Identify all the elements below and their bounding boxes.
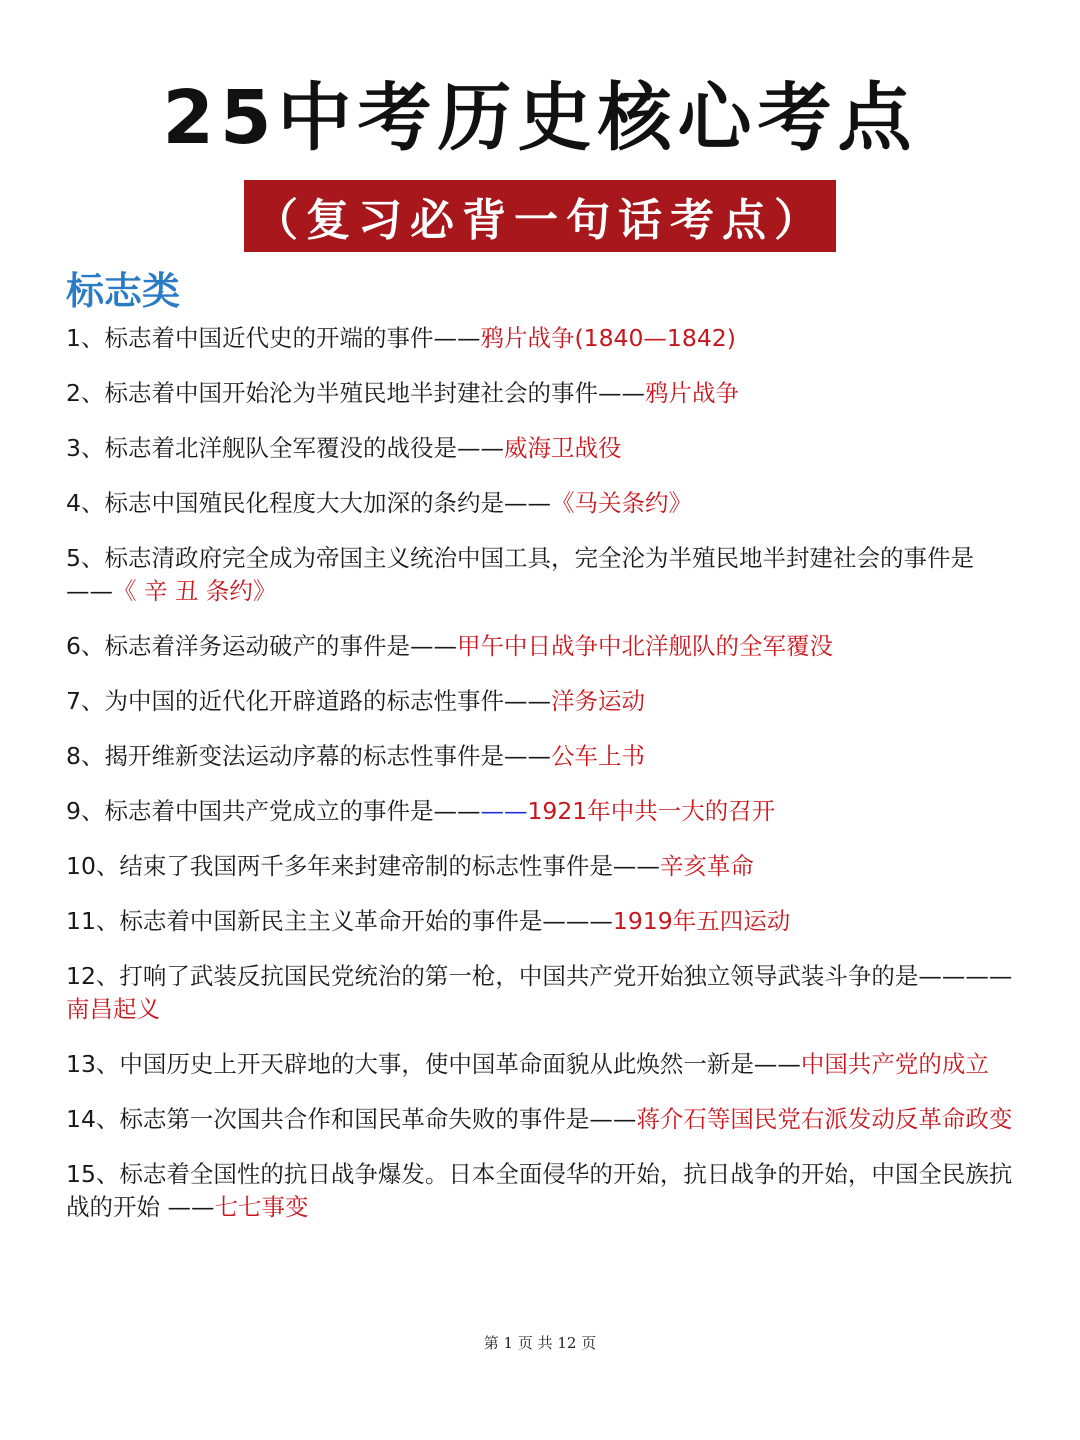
list-item (66, 1158, 1016, 1224)
item-answer: 《马关条约》 (550, 489, 692, 517)
item-answer: 鸦片战争 (644, 379, 739, 407)
item-question: 11、标志着中国新民主主义革命开始的事件是——— (66, 907, 613, 935)
item-question: 4、标志中国殖民化程度大大加深的条约是—— (66, 489, 551, 517)
list-item (66, 795, 1016, 828)
item-answer: 辛亥革命 (659, 852, 754, 880)
item-answer: 公车上书 (550, 742, 645, 770)
item-answer: 南昌起义 (66, 995, 160, 1023)
item-question: 10、结束了我国两千多年来封建帝制的标志性事件是—— (66, 852, 660, 880)
item-answer: 甲午中日战争中北洋舰队的全军覆没 (456, 632, 833, 660)
item-question: 5、标志清政府完全成为帝国主义统治中国工具，完全沦为半殖民地半封建社会的事件是—— (66, 544, 974, 605)
item-answer: 1921年中共一大的召开 (527, 797, 776, 825)
list-item (66, 542, 1016, 608)
item-question: 8、揭开维新变法运动序幕的标志性事件是—— (66, 742, 551, 770)
item-answer: 1919年五四运动 (612, 907, 791, 935)
item-question: 13、中国历史上开天辟地的大事，使中国革命面貌从此焕然一新是—— (66, 1050, 801, 1078)
item-question: 9、标志着中国共产党成立的事件是—— (66, 797, 481, 825)
item-question: 12、打响了武装反抗国民党统治的第一枪，中国共产党开始独立领导武装斗争的是———— (66, 962, 1013, 990)
item-answer: 蒋介石等国民党右派发动反革命政变 (636, 1105, 1013, 1133)
list-item (66, 905, 1016, 938)
item-dash: —— (480, 797, 528, 825)
list-item (66, 1048, 1016, 1081)
item-question: 14、标志第一次国共合作和国民革命失败的事件是—— (66, 1105, 637, 1133)
list-item (66, 322, 1016, 355)
item-answer: 中国共产党的成立 (800, 1050, 989, 1078)
list-item (66, 960, 1016, 1026)
item-answer: 鸦片战争(1840—1842) (480, 324, 736, 352)
item-answer: 七七事变 (214, 1193, 309, 1221)
page-number: 第 1 页 共 12 页 (483, 1334, 597, 1352)
list-item (66, 850, 1016, 883)
item-question: 7、为中国的近代化开辟道路的标志性事件—— (66, 687, 551, 715)
list-item (66, 377, 1016, 410)
item-answer: 《 辛 丑 条约》 (113, 577, 277, 605)
item-answer: 威海卫战役 (503, 434, 622, 462)
list-item (66, 630, 1016, 663)
item-question: 6、标志着洋务运动破产的事件是—— (66, 632, 457, 660)
item-answer: 洋务运动 (550, 687, 645, 715)
list-item (66, 740, 1016, 773)
list-item (66, 432, 1016, 465)
item-question: 2、标志着中国开始沦为半殖民地半封建社会的事件—— (66, 379, 645, 407)
page-title: 25中考历史核心考点 (162, 75, 918, 161)
list-item (66, 487, 1016, 520)
key-points-list (66, 322, 1016, 1246)
list-item (66, 685, 1016, 718)
item-question: 15、标志着全国性的抗日战争爆发。日本全面侵华的开始，抗日战争的开始，中国全民族抗战的开始 —— (66, 1160, 1013, 1221)
item-question: 3、标志着北洋舰队全军覆没的战役是—— (66, 434, 504, 462)
subtitle-banner: （复习必背一句话考点） (244, 180, 836, 252)
list-item (66, 1103, 1016, 1136)
section-heading: 标志类 (66, 269, 181, 313)
item-question: 1、标志着中国近代史的开端的事件—— (66, 324, 481, 352)
